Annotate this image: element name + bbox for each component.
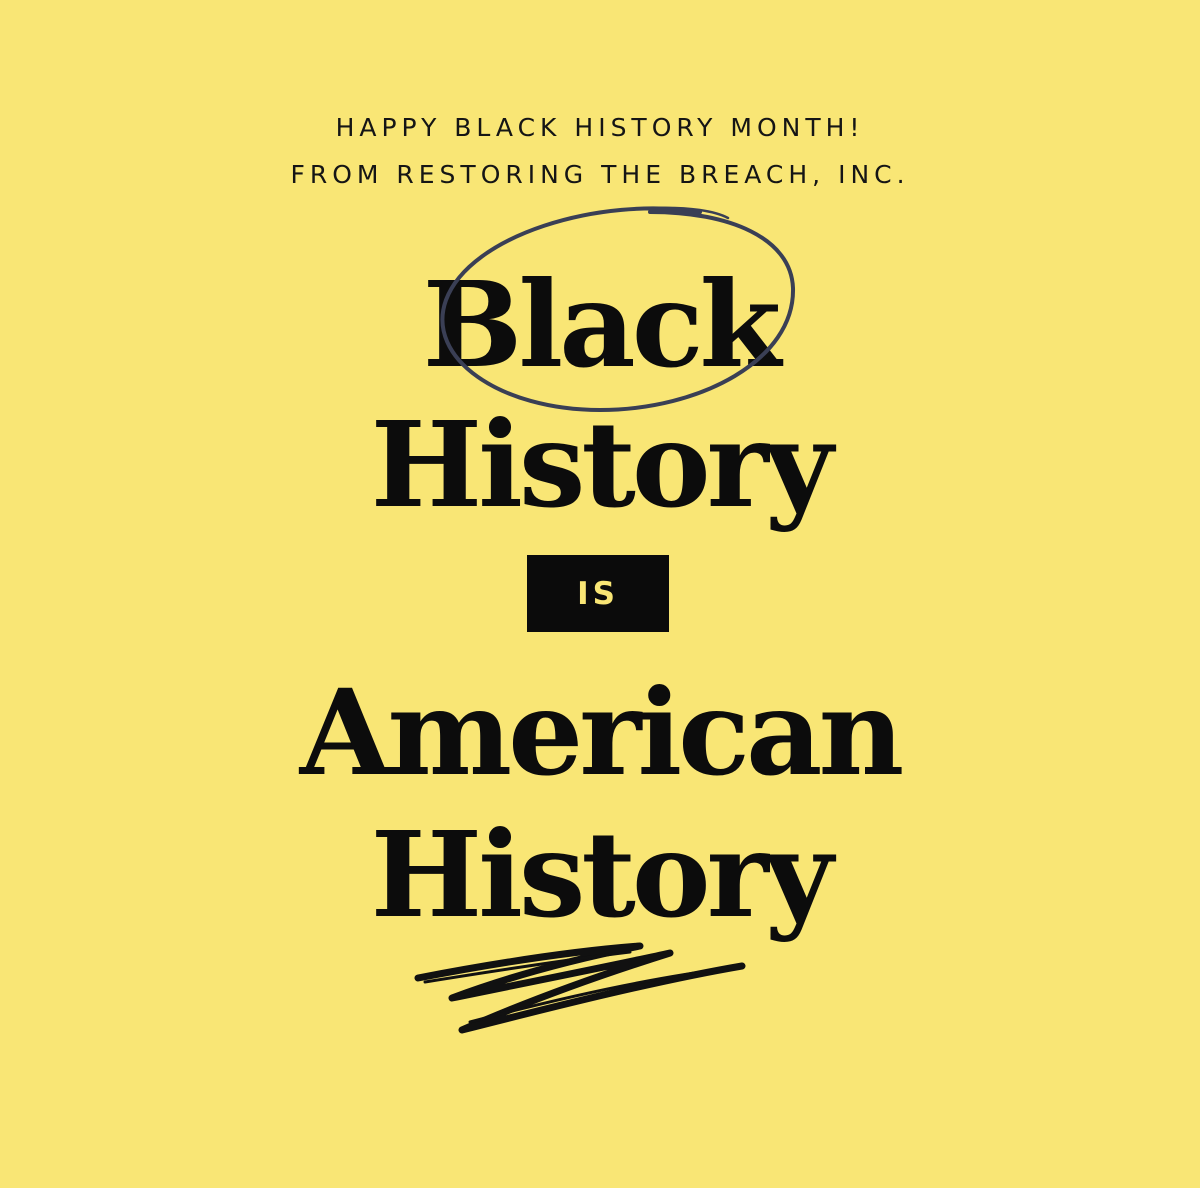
- scribble-underline-icon: [418, 946, 742, 1030]
- greeting-line-1: HAPPY BLACK HISTORY MONTH!: [335, 113, 865, 142]
- greeting-line-2: FROM RESTORING THE BREACH, INC.: [290, 160, 910, 189]
- connector-text: IS: [577, 575, 619, 612]
- headline-word-american: American: [299, 663, 901, 802]
- greeting-header: [0, 104, 1200, 198]
- headline-word-history-2: History: [370, 805, 830, 944]
- headline-word-black: Black: [422, 255, 778, 394]
- headline-word-history-1: History: [370, 395, 830, 534]
- connector-badge: [527, 555, 669, 632]
